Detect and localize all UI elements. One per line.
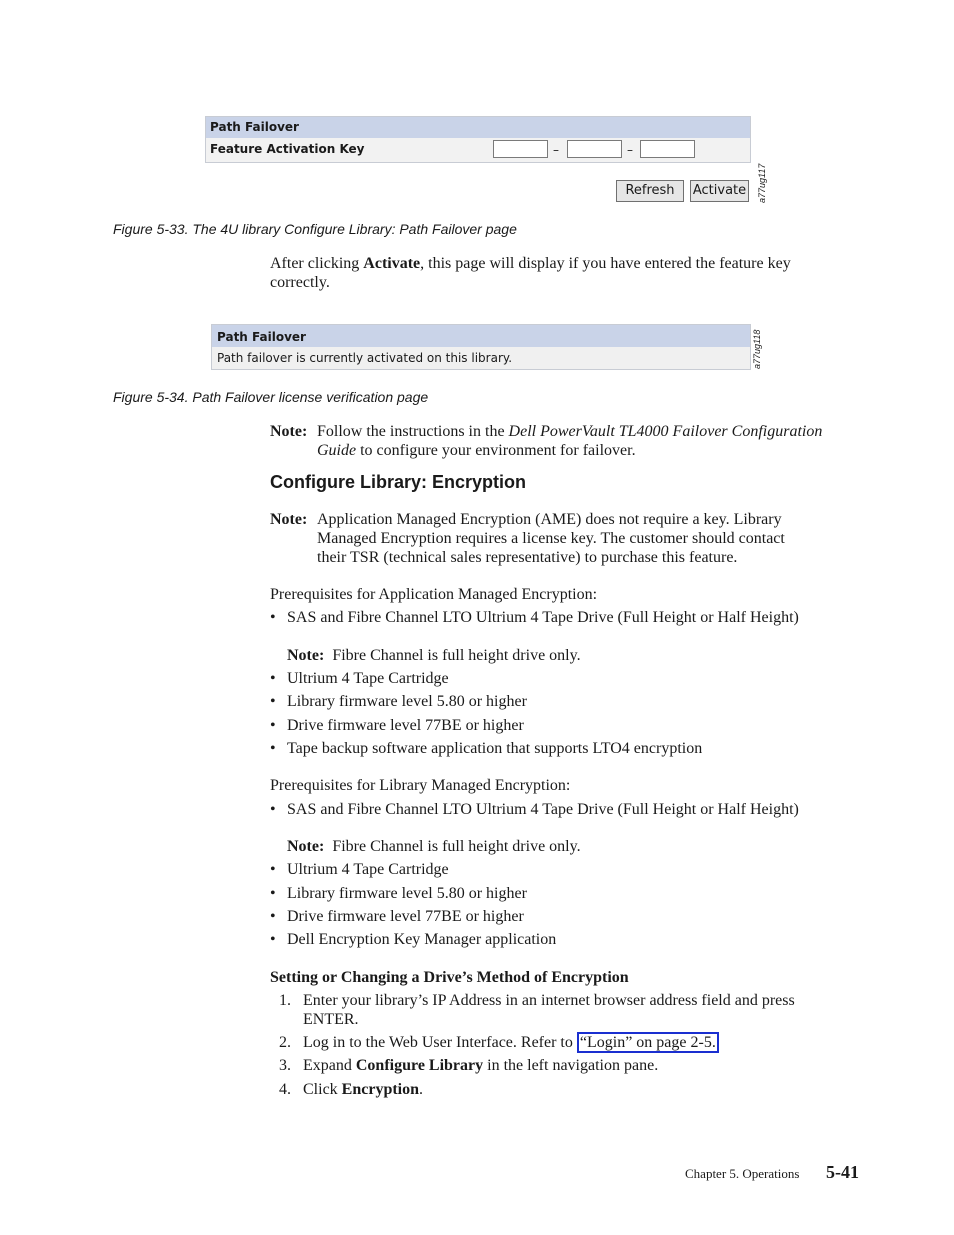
step-text: Enter your library’s IP Address in an internet browser address field and press ENTER. bbox=[303, 992, 795, 1028]
key-segment-2-input[interactable] bbox=[567, 140, 622, 158]
figure-tag: a77ug118 bbox=[752, 329, 762, 369]
bullet-icon: • bbox=[270, 609, 276, 626]
step-number: 4. bbox=[279, 1081, 291, 1098]
footer-chapter: Chapter 5. Operations bbox=[685, 1166, 800, 1181]
prereq-intro: Prerequisites for Application Managed Encryption: bbox=[270, 586, 598, 603]
step-text: Expand Configure Library in the left navigation pane. bbox=[303, 1057, 659, 1074]
panel-header: Path Failover bbox=[212, 325, 750, 347]
refresh-button[interactable]: Refresh bbox=[616, 180, 684, 202]
prereq-intro: Prerequisites for Library Managed Encryption: bbox=[270, 777, 571, 794]
bullet-icon: • bbox=[270, 908, 276, 925]
login-page-link[interactable]: “Login” on page 2-5. bbox=[577, 1032, 719, 1053]
list-item: Drive firmware level 77BE or higher bbox=[287, 908, 524, 925]
step-text: Click Encryption. bbox=[303, 1081, 424, 1098]
list-item: Tape backup software application that supports LTO4 encryption bbox=[287, 740, 703, 757]
list-item: Ultrium 4 Tape Cartridge bbox=[287, 861, 449, 878]
bullet-icon: • bbox=[270, 670, 276, 687]
key-separator: – bbox=[627, 143, 633, 157]
list-item: Library firmware level 5.80 or higher bbox=[287, 693, 527, 710]
note-text: Follow the instructions in the Dell PowerVault TL4000 Failover Configuration Guide to configure your environment for failover. bbox=[317, 423, 823, 459]
list-item: Library firmware level 5.80 or higher bbox=[287, 885, 527, 902]
step-number: 2. bbox=[279, 1034, 291, 1051]
bullet-icon: • bbox=[270, 693, 276, 710]
figure-caption: Figure 5-33. The 4U library Configure Library: Path Failover page bbox=[113, 221, 517, 237]
bullet-icon: • bbox=[270, 931, 276, 948]
step-number: 3. bbox=[279, 1057, 291, 1074]
figure-tag: a77ug117 bbox=[757, 163, 767, 203]
list-item: Dell Encryption Key Manager application bbox=[287, 931, 557, 948]
section-heading: Configure Library: Encryption bbox=[270, 472, 527, 492]
list-item: SAS and Fibre Channel LTO Ultrium 4 Tape Drive (Full Height or Half Height) bbox=[287, 609, 799, 626]
bullet-icon: • bbox=[270, 801, 276, 818]
key-segment-3-input[interactable] bbox=[640, 140, 695, 158]
sub-note: Note: Fibre Channel is full height drive only. bbox=[287, 647, 581, 664]
note-label: Note: bbox=[270, 511, 308, 528]
bullet-icon: • bbox=[270, 885, 276, 902]
note-text: Application Managed Encryption (AME) does not require a key. Library Managed Encryption requires a license key. The customer should contact their TSR (technical sales representative) to purchase this feature. bbox=[317, 511, 785, 566]
status-message: Path failover is currently activated on this library. bbox=[217, 351, 513, 365]
bullet-icon: • bbox=[270, 717, 276, 734]
note-label: Note: bbox=[270, 423, 308, 440]
step-text: Log in to the Web User Interface. Refer to “Login” on page 2-5. bbox=[303, 1033, 719, 1052]
paragraph: After clicking Activate, this page will display if you have entered the feature key correctly. bbox=[270, 255, 791, 291]
list-item: Ultrium 4 Tape Cartridge bbox=[287, 670, 449, 687]
panel-header: Path Failover bbox=[206, 117, 750, 138]
feature-activation-key-row bbox=[206, 138, 750, 162]
key-separator: – bbox=[553, 143, 559, 157]
step-number: 1. bbox=[279, 992, 291, 1009]
procedure-heading: Setting or Changing a Drive’s Method of Encryption bbox=[270, 969, 629, 986]
page-number: 5-41 bbox=[826, 1162, 859, 1182]
sub-note: Note: Fibre Channel is full height drive only. bbox=[287, 838, 581, 855]
bullet-icon: • bbox=[270, 861, 276, 878]
path-failover-status-panel bbox=[211, 324, 751, 370]
figure-caption: Figure 5-34. Path Failover license verification page bbox=[113, 389, 429, 405]
list-item: SAS and Fibre Channel LTO Ultrium 4 Tape Drive (Full Height or Half Height) bbox=[287, 801, 799, 818]
activate-button[interactable]: Activate bbox=[690, 180, 749, 202]
path-failover-panel bbox=[205, 116, 751, 163]
bullet-icon: • bbox=[270, 740, 276, 757]
list-item: Drive firmware level 77BE or higher bbox=[287, 717, 524, 734]
key-segment-1-input[interactable] bbox=[493, 140, 548, 158]
feature-activation-key-label: Feature Activation Key bbox=[210, 142, 365, 156]
